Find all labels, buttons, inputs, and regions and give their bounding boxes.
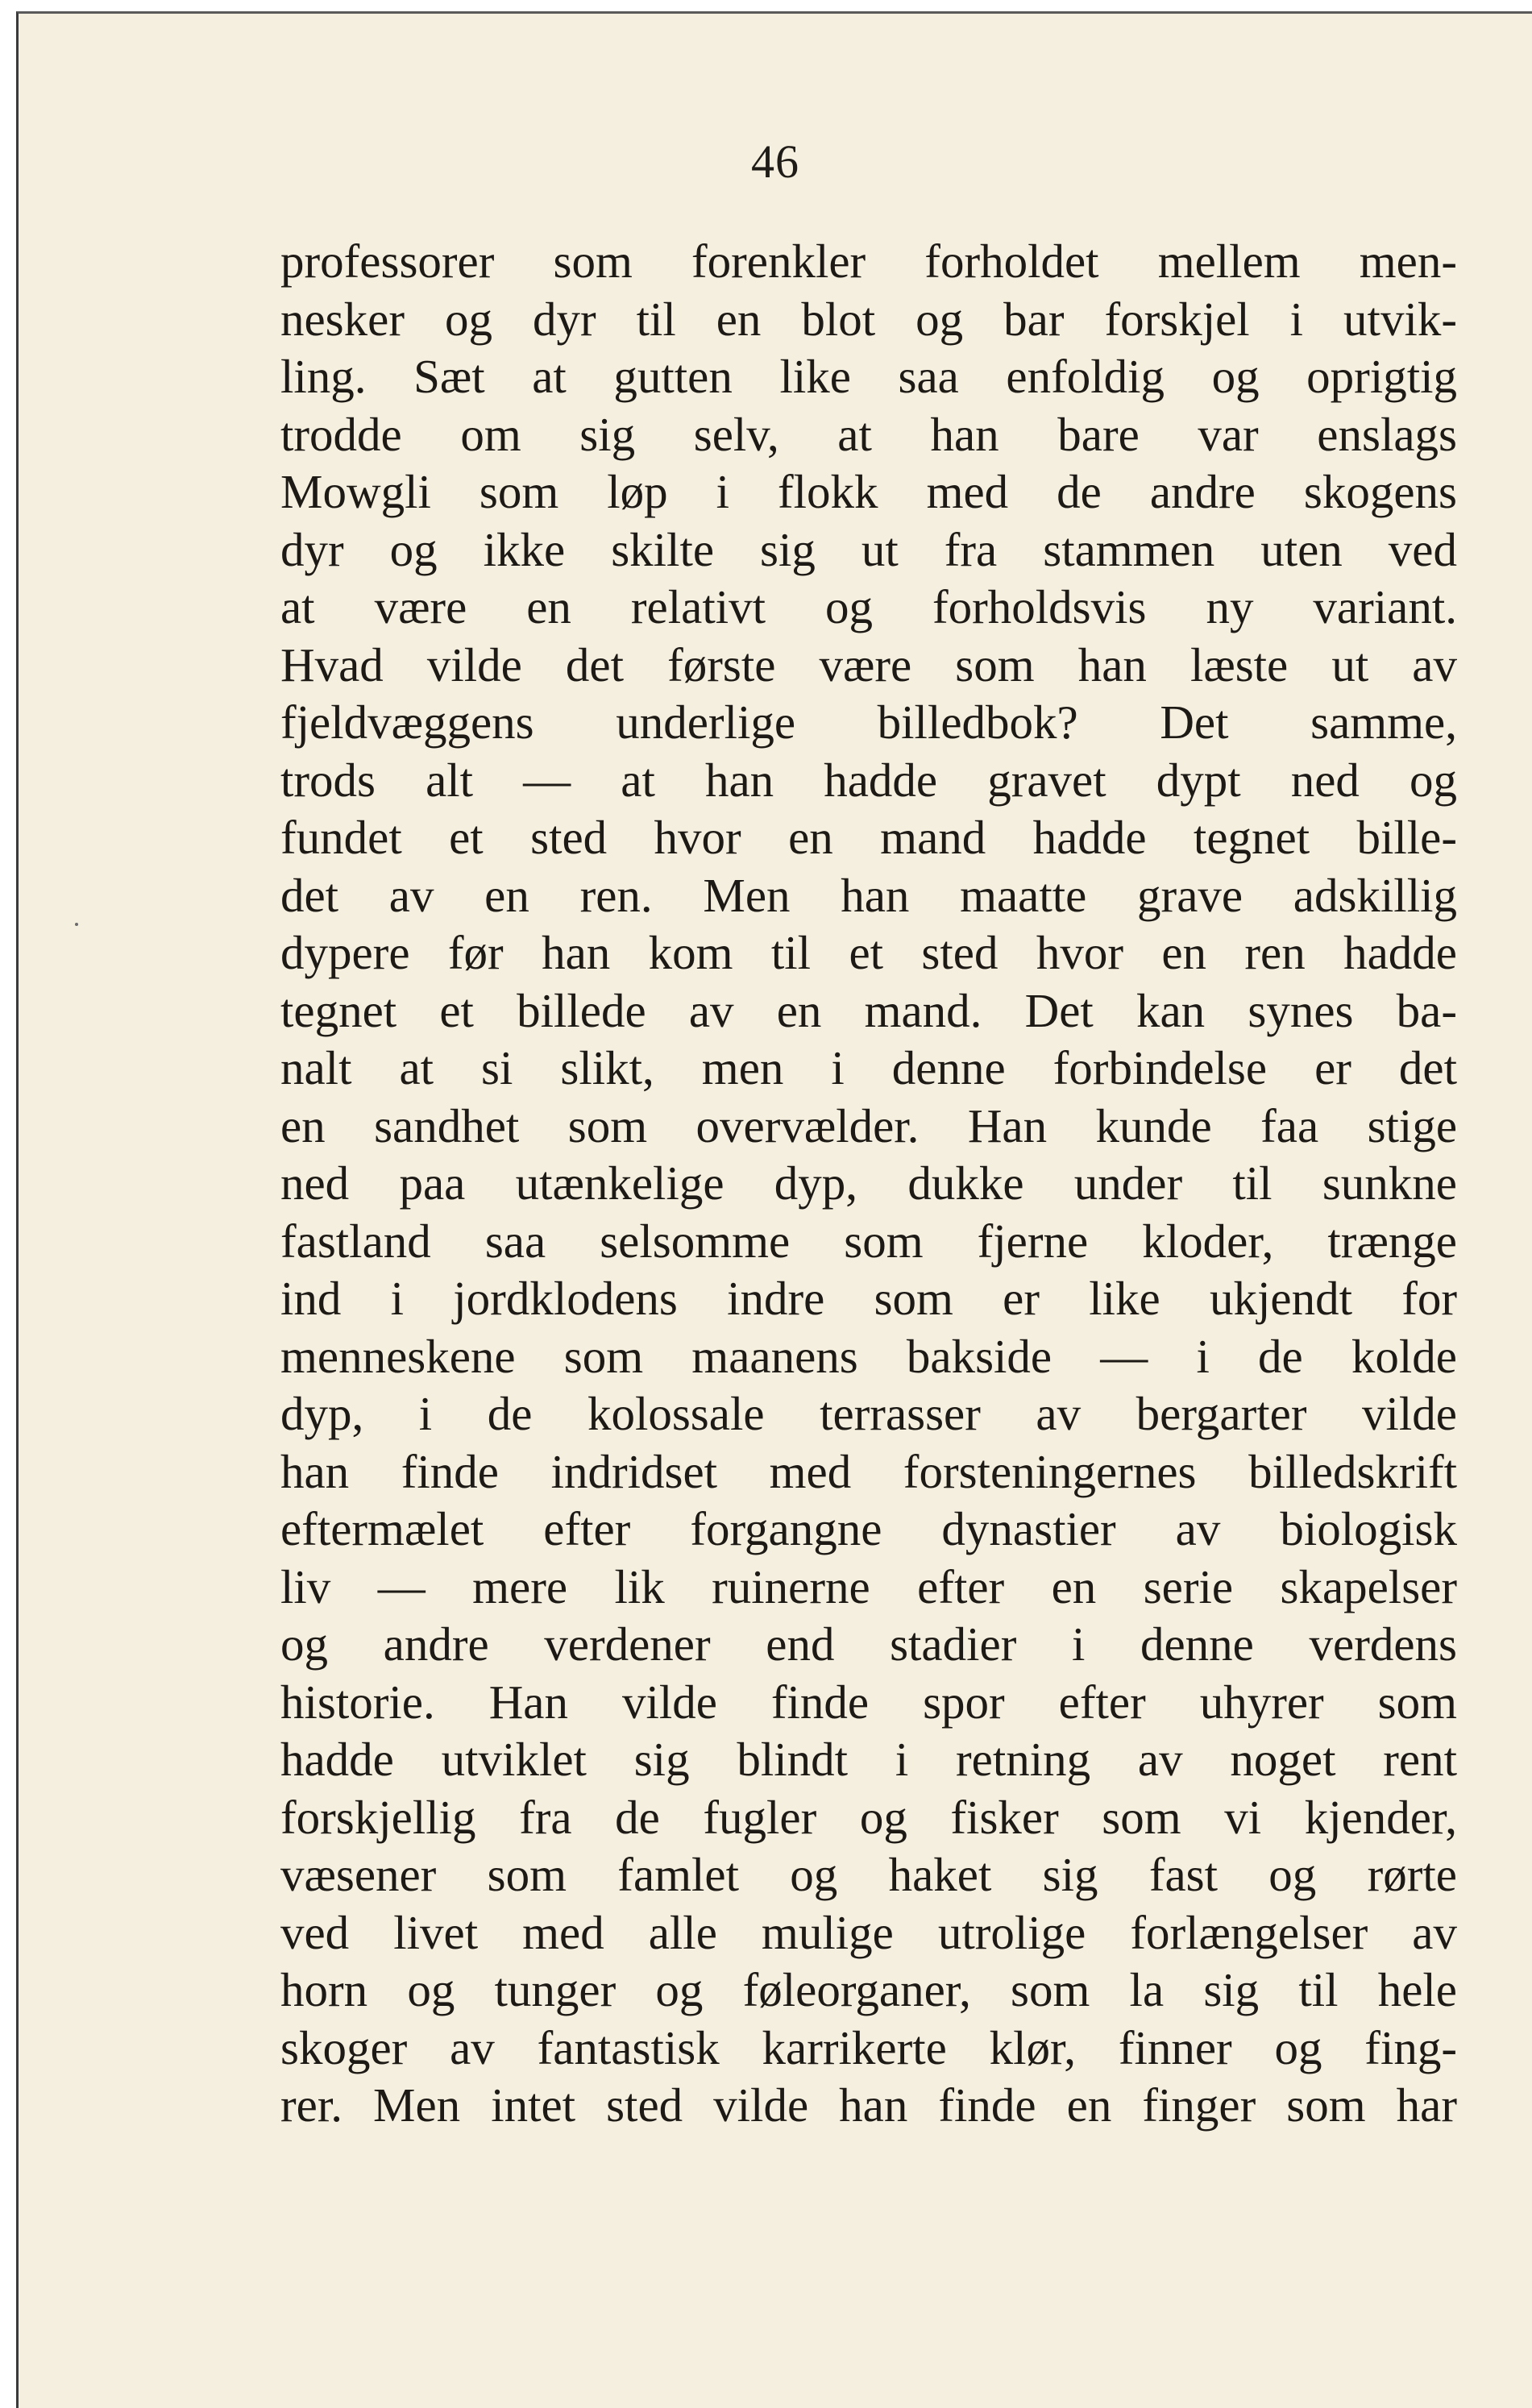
text-line: historie. Han vilde finde spor efter uhyrer som bbox=[280, 1675, 1457, 1729]
text-line: dyr og ikke skilte sig ut fra stammen uten ved bbox=[280, 522, 1457, 576]
text-line: at være en relativt og forholdsvis ny variant. bbox=[280, 580, 1457, 633]
text-line: fastland saa selsomme som fjerne kloder, trænge bbox=[280, 1214, 1457, 1268]
text-line: det av en ren. Men han maatte grave adskillig bbox=[280, 868, 1457, 922]
text-line: og andre verdener end stadier i denne verdens bbox=[280, 1617, 1457, 1671]
text-line: rer. Men intet sted vilde han finde en finger som har bbox=[280, 2078, 1457, 2132]
text-line: nesker og dyr til en blot og bar forskjel i utvik- bbox=[280, 292, 1457, 346]
text-line: ind i jordklodens indre som er like ukjendt for bbox=[280, 1272, 1457, 1325]
text-line: dypere før han kom til et sted hvor en ren hadde bbox=[280, 926, 1457, 979]
text-line: dyp, i de kolossale terrasser av bergarter vilde bbox=[280, 1387, 1457, 1440]
book-page bbox=[16, 11, 1532, 2408]
text-line: fjeldvæggens underlige billedbok? Det samme, bbox=[280, 695, 1457, 749]
body-text bbox=[280, 233, 1457, 2135]
text-line: Hvad vilde det første være som han læste ut av bbox=[280, 637, 1457, 691]
text-line: horn og tunger og føleorganer, som la sig til hele bbox=[280, 1963, 1457, 2016]
text-line: ling. Sæt at gutten like saa enfoldig og oprigtig bbox=[280, 350, 1457, 403]
text-line: trodde om sig selv, at han bare var enslags bbox=[280, 407, 1457, 461]
text-line: ved livet med alle mulige utrolige forlængelser av bbox=[280, 1905, 1457, 1959]
text-line: menneskene som maanens bakside — i de kolde bbox=[280, 1329, 1457, 1383]
text-line: forskjellig fra de fugler og fisker som vi kjender, bbox=[280, 1790, 1457, 1844]
text-line: tegnet et billede av en mand. Det kan synes ba- bbox=[280, 983, 1457, 1037]
text-line: liv — mere lik ruinerne efter en serie skapelser bbox=[280, 1559, 1457, 1613]
text-line: væsener som famlet og haket sig fast og rørte bbox=[280, 1848, 1457, 1901]
text-line: han finde indridset med forsteningernes billedskrift bbox=[280, 1444, 1457, 1498]
text-line: trods alt — at han hadde gravet dypt ned og bbox=[280, 753, 1457, 807]
paper-speck bbox=[75, 923, 78, 926]
text-line: skoger av fantastisk karrikerte klør, finner og fing- bbox=[280, 2020, 1457, 2074]
text-line: eftermælet efter forgangne dynastier av biologisk bbox=[280, 1502, 1457, 1555]
text-line: fundet et sted hvor en mand hadde tegnet bille- bbox=[280, 811, 1457, 864]
text-line: en sandhet som overvælder. Han kunde faa stige bbox=[280, 1098, 1457, 1152]
text-line: hadde utviklet sig blindt i retning av noget rent bbox=[280, 1733, 1457, 1786]
text-line: professorer som forenkler forholdet mellem men- bbox=[280, 235, 1457, 288]
page-number: 46 bbox=[751, 135, 799, 188]
text-line: ned paa utænkelige dyp, dukke under til sunkne bbox=[280, 1156, 1457, 1210]
text-line: Mowgli som løp i flokk med de andre skogens bbox=[280, 465, 1457, 518]
text-line: nalt at si slikt, men i denne forbindelse er det bbox=[280, 1041, 1457, 1094]
